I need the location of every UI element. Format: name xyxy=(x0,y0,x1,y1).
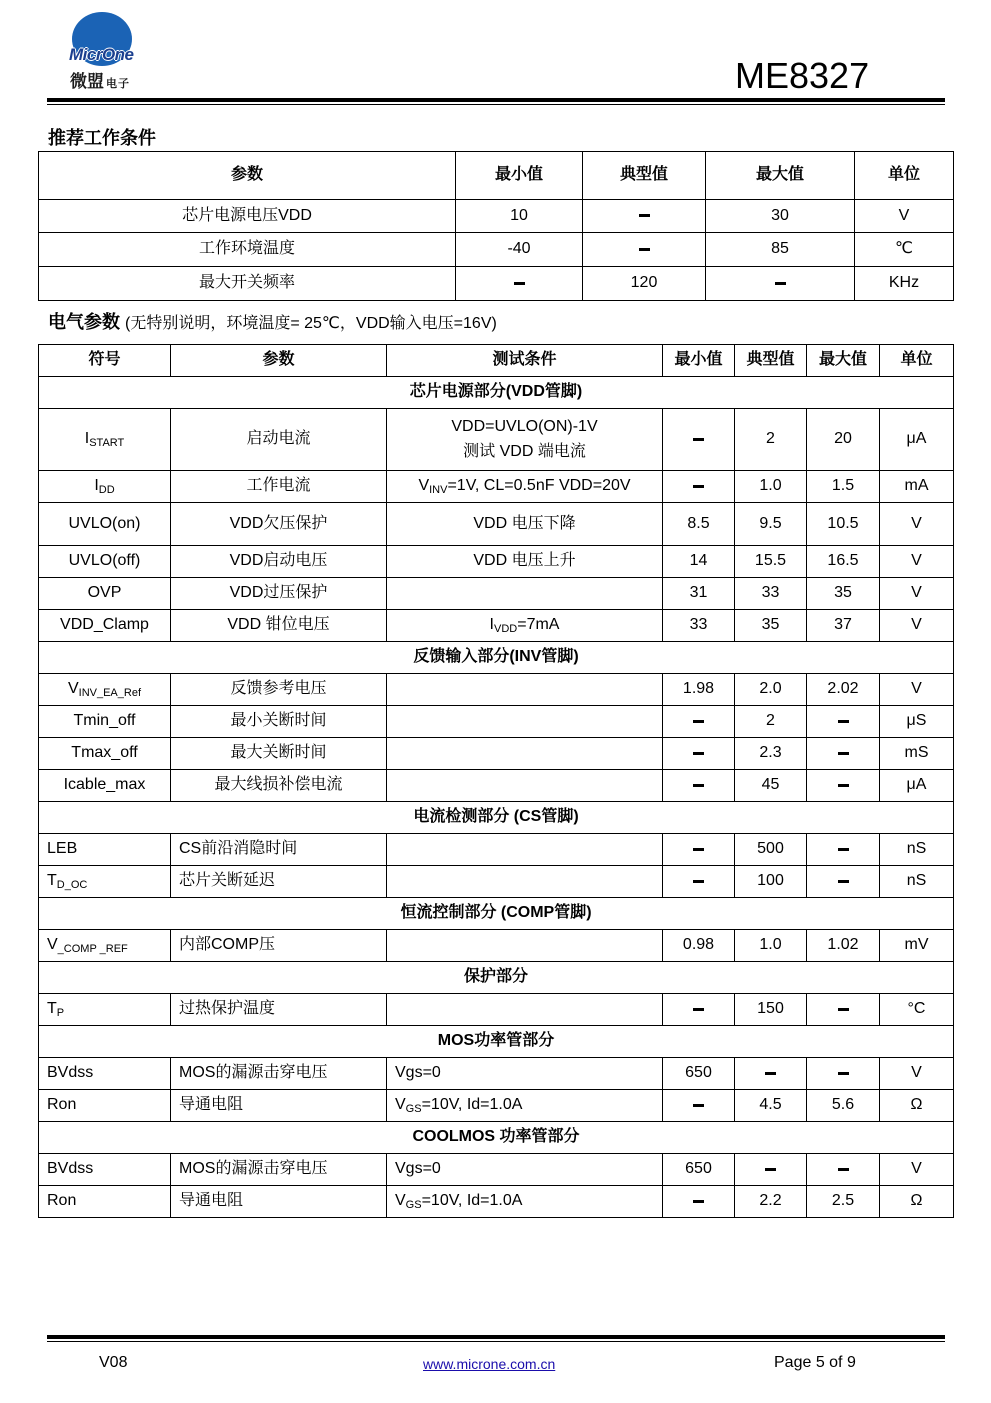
param-cell: 工作电流 xyxy=(171,471,387,503)
dash-mark xyxy=(514,282,525,285)
dash-mark xyxy=(838,720,849,723)
param-cell: 导通电阻 xyxy=(171,1090,387,1122)
param-cell: MOS的漏源击穿电压 xyxy=(171,1058,387,1090)
symbol-cell: LEB xyxy=(39,834,171,866)
table-row xyxy=(39,1186,954,1218)
max-cell: 85 xyxy=(706,233,855,267)
unit-cell: μS xyxy=(880,706,954,738)
table-row xyxy=(39,1058,954,1090)
condition-cell xyxy=(387,706,663,738)
header-symbol: 符号 xyxy=(39,345,171,377)
recommended-title: 推荐工作条件 xyxy=(48,128,156,148)
dash-mark xyxy=(838,1072,849,1075)
unit-cell: μA xyxy=(880,409,954,471)
min-cell xyxy=(663,770,735,802)
condition-cell xyxy=(387,930,663,962)
min-cell: 650 xyxy=(663,1058,735,1090)
table-row xyxy=(39,1154,954,1186)
section-comp: 恒流控制部分 (COMP管脚) xyxy=(39,898,954,930)
max-cell: 35 xyxy=(807,578,880,610)
min-cell xyxy=(663,866,735,898)
condition-cell: $V_{GS}=10V$, Id=1.0A xyxy=(387,1186,663,1218)
section-vdd: 芯片电源部分(VDD管脚) xyxy=(39,377,954,409)
section-inv: 反馈输入部分(INV管脚) xyxy=(39,642,954,674)
param-cell: 最大线损补偿电流 xyxy=(171,770,387,802)
max-cell xyxy=(807,994,880,1026)
min-cell: 0.98 xyxy=(663,930,735,962)
dash-mark xyxy=(693,438,704,441)
dash-mark xyxy=(838,1168,849,1171)
typ-cell: 150 xyxy=(735,994,807,1026)
electrical-header-row xyxy=(39,345,954,377)
unit-cell: nS xyxy=(880,834,954,866)
unit-cell: nS xyxy=(880,866,954,898)
symbol-cell: VDD_Clamp xyxy=(39,610,171,642)
condition-cell xyxy=(387,578,663,610)
typ-cell xyxy=(583,233,706,267)
unit-cell: V xyxy=(880,1058,954,1090)
dash-mark xyxy=(765,1072,776,1075)
table-row xyxy=(39,738,954,770)
max-cell xyxy=(807,834,880,866)
symbol-cell: BVdss xyxy=(39,1058,171,1090)
table-row xyxy=(39,267,954,301)
param-cell: CS前沿消隐时间 xyxy=(171,834,387,866)
header-typ: 典型值 xyxy=(735,345,807,377)
param-cell: 芯片关断延迟 xyxy=(171,866,387,898)
electrical-table xyxy=(38,344,954,1218)
max-cell: 37 xyxy=(807,610,880,642)
table-row xyxy=(39,1090,954,1122)
unit-cell: mA xyxy=(880,471,954,503)
unit-cell: mV xyxy=(880,930,954,962)
header-min: 最小值 xyxy=(663,345,735,377)
min-cell xyxy=(663,834,735,866)
header-rule-thick xyxy=(47,98,945,102)
param-cell: VDD过压保护 xyxy=(171,578,387,610)
typ-cell: 33 xyxy=(735,578,807,610)
max-cell: 16.5 xyxy=(807,546,880,578)
table-row xyxy=(39,706,954,738)
symbol-cell: Tmax_off xyxy=(39,738,171,770)
symbol-cell: $T_{D\_OC}$ xyxy=(39,866,171,898)
symbol-cell: $I_{DD}$ xyxy=(39,471,171,503)
typ-cell: 1.0 xyxy=(735,930,807,962)
min-cell: -40 xyxy=(456,233,583,267)
symbol-cell: $V_{INV\_EA\_Ref}$ xyxy=(39,674,171,706)
typ-cell xyxy=(735,1058,807,1090)
dash-mark xyxy=(838,752,849,755)
table-row xyxy=(39,233,954,267)
param-cell: 过热保护温度 xyxy=(171,994,387,1026)
max-cell xyxy=(807,866,880,898)
dash-mark xyxy=(838,1008,849,1011)
dash-mark xyxy=(693,1104,704,1107)
table-row xyxy=(39,503,954,546)
dash-mark xyxy=(838,880,849,883)
table-row xyxy=(39,610,954,642)
min-cell xyxy=(663,409,735,471)
condition-cell: Vgs=0 xyxy=(387,1154,663,1186)
table-row xyxy=(39,770,954,802)
table-row xyxy=(39,200,954,233)
condition-cell: $I_{VDD}=7mA$ xyxy=(387,610,663,642)
max-cell xyxy=(807,738,880,770)
header-param: 参数 xyxy=(171,345,387,377)
logo-wordmark: MicrOne xyxy=(69,45,134,64)
table-row xyxy=(39,834,954,866)
condition-cell xyxy=(387,994,663,1026)
dash-mark xyxy=(693,752,704,755)
symbol-cell: $V_{\_COMP \_REF}$ xyxy=(39,930,171,962)
dash-mark xyxy=(765,1168,776,1171)
param-cell: VDD 钳位电压 xyxy=(171,610,387,642)
footer-website-link[interactable]: www.microne.com.cn xyxy=(423,1356,556,1372)
dash-mark xyxy=(693,848,704,851)
symbol-cell: BVdss xyxy=(39,1154,171,1186)
min-cell xyxy=(456,267,583,301)
param-cell: MOS的漏源击穿电压 xyxy=(171,1154,387,1186)
footer-page-number: Page 5 of 9 xyxy=(774,1354,856,1371)
condition-cell: $V_{INV}=1V$, CL=0.5nF VDD=20V xyxy=(387,471,663,503)
unit-cell: V xyxy=(880,503,954,546)
recommended-table xyxy=(38,151,954,301)
min-cell xyxy=(663,994,735,1026)
table-row xyxy=(39,578,954,610)
max-cell xyxy=(706,267,855,301)
dash-mark xyxy=(693,880,704,883)
min-cell xyxy=(663,1186,735,1218)
table-row xyxy=(39,866,954,898)
param-cell: 最大关断时间 xyxy=(171,738,387,770)
footer-version: V08 xyxy=(99,1354,128,1371)
section-cs: 电流检测部分 (CS管脚) xyxy=(39,802,954,834)
footer-rule-thick xyxy=(47,1335,945,1339)
dash-mark xyxy=(693,784,704,787)
max-cell xyxy=(807,1154,880,1186)
min-cell xyxy=(663,738,735,770)
dash-mark xyxy=(838,848,849,851)
unit-cell: V xyxy=(880,1154,954,1186)
typ-cell: 2.3 xyxy=(735,738,807,770)
typ-cell: 45 xyxy=(735,770,807,802)
symbol-cell: Tmin_off xyxy=(39,706,171,738)
min-cell xyxy=(663,471,735,503)
dash-mark xyxy=(838,784,849,787)
typ-cell: 2 xyxy=(735,409,807,471)
condition-cell: $V_{GS}=10V$, Id=1.0A xyxy=(387,1090,663,1122)
symbol-cell: Ron xyxy=(39,1186,171,1218)
symbol-cell: $T_P$ xyxy=(39,994,171,1026)
condition-cell xyxy=(387,738,663,770)
max-cell: 1.02 xyxy=(807,930,880,962)
min-cell xyxy=(663,706,735,738)
typ-cell: 100 xyxy=(735,866,807,898)
typ-cell: 500 xyxy=(735,834,807,866)
symbol-cell: Ron xyxy=(39,1090,171,1122)
condition-cell: Vgs=0 xyxy=(387,1058,663,1090)
unit-cell: V xyxy=(880,578,954,610)
unit-cell: V xyxy=(880,610,954,642)
unit-cell: ℃ xyxy=(855,233,954,267)
typ-cell: 4.5 xyxy=(735,1090,807,1122)
param-cell: 工作环境温度 xyxy=(39,233,456,267)
section-coolmos: COOLMOS 功率管部分 xyxy=(39,1122,954,1154)
param-cell: 反馈参考电压 xyxy=(171,674,387,706)
param-cell: VDD欠压保护 xyxy=(171,503,387,546)
company-logo xyxy=(66,12,156,91)
table-row xyxy=(39,674,954,706)
section-protection: 保护部分 xyxy=(39,962,954,994)
min-cell: 8.5 xyxy=(663,503,735,546)
max-cell: 2.02 xyxy=(807,674,880,706)
unit-cell: V xyxy=(855,200,954,233)
typ-cell: 2.2 xyxy=(735,1186,807,1218)
min-cell: 33 xyxy=(663,610,735,642)
max-cell xyxy=(807,706,880,738)
unit-cell: V xyxy=(880,546,954,578)
typ-cell xyxy=(583,200,706,233)
header-min: 最小值 xyxy=(456,152,583,200)
dash-mark xyxy=(693,720,704,723)
electrical-title: 电气参数 (无特别说明，环境温度= 25℃，VDD输入电压=16V) xyxy=(48,312,497,332)
unit-cell: mS xyxy=(880,738,954,770)
typ-cell: 2.0 xyxy=(735,674,807,706)
typ-cell: 35 xyxy=(735,610,807,642)
table-row xyxy=(39,930,954,962)
unit-cell: V xyxy=(880,674,954,706)
max-cell xyxy=(807,770,880,802)
unit-cell: KHz xyxy=(855,267,954,301)
recommended-header-row xyxy=(39,152,954,200)
condition-cell: VDD 电压下降 xyxy=(387,503,663,546)
max-cell: 2.5 xyxy=(807,1186,880,1218)
footer-rule-thin xyxy=(47,1341,945,1342)
param-cell: 芯片电源电压VDD xyxy=(39,200,456,233)
min-cell: 14 xyxy=(663,546,735,578)
unit-cell: μA xyxy=(880,770,954,802)
dash-mark xyxy=(639,248,650,251)
max-cell: 20 xyxy=(807,409,880,471)
symbol-cell: $I_{START}$ xyxy=(39,409,171,471)
param-cell: 最大开关频率 xyxy=(39,267,456,301)
unit-cell: Ω xyxy=(880,1090,954,1122)
symbol-cell: UVLO(off) xyxy=(39,546,171,578)
typ-cell: 2 xyxy=(735,706,807,738)
condition-cell xyxy=(387,674,663,706)
condition-cell xyxy=(387,770,663,802)
dash-mark xyxy=(775,282,786,285)
typ-cell: 120 xyxy=(583,267,706,301)
max-cell: 1.5 xyxy=(807,471,880,503)
unit-cell: Ω xyxy=(880,1186,954,1218)
dash-mark xyxy=(693,1008,704,1011)
dash-mark xyxy=(693,1200,704,1203)
dash-mark xyxy=(639,214,650,217)
table-row xyxy=(39,409,954,471)
param-cell: 内部COMP压 xyxy=(171,930,387,962)
typ-cell: 1.0 xyxy=(735,471,807,503)
max-cell xyxy=(807,1058,880,1090)
min-cell: 650 xyxy=(663,1154,735,1186)
max-cell: 30 xyxy=(706,200,855,233)
param-cell: 启动电流 xyxy=(171,409,387,471)
table-row xyxy=(39,546,954,578)
header-param: 参数 xyxy=(39,152,456,200)
symbol-cell: UVLO(on) xyxy=(39,503,171,546)
logo-chinese-name: 微盟 电子 xyxy=(70,72,130,91)
max-cell: 10.5 xyxy=(807,503,880,546)
model-number: ME8327 xyxy=(735,55,870,96)
condition-cell: VDD=UVLO(ON)-1V 测试 VDD 端电流 xyxy=(387,409,663,471)
max-cell: 5.6 xyxy=(807,1090,880,1122)
condition-cell: VDD 电压上升 xyxy=(387,546,663,578)
min-cell: 10 xyxy=(456,200,583,233)
table-row xyxy=(39,994,954,1026)
header-unit: 单位 xyxy=(880,345,954,377)
condition-cell xyxy=(387,834,663,866)
electrical-note: (无特别说明，环境温度= 25℃，VDD输入电压=16V) xyxy=(125,315,497,332)
unit-cell: °C xyxy=(880,994,954,1026)
param-cell: 最小关断时间 xyxy=(171,706,387,738)
table-row xyxy=(39,471,954,503)
min-cell: 31 xyxy=(663,578,735,610)
condition-cell xyxy=(387,866,663,898)
header-typ: 典型值 xyxy=(583,152,706,200)
typ-cell: 15.5 xyxy=(735,546,807,578)
symbol-cell: OVP xyxy=(39,578,171,610)
header-unit: 单位 xyxy=(855,152,954,200)
param-cell: 导通电阻 xyxy=(171,1186,387,1218)
symbol-cell: Icable_max xyxy=(39,770,171,802)
header-max: 最大值 xyxy=(706,152,855,200)
header-rule-thin xyxy=(47,104,945,105)
dash-mark xyxy=(693,485,704,488)
min-cell: 1.98 xyxy=(663,674,735,706)
typ-cell: 9.5 xyxy=(735,503,807,546)
param-cell: VDD启动电压 xyxy=(171,546,387,578)
typ-cell xyxy=(735,1154,807,1186)
section-mos: MOS功率管部分 xyxy=(39,1026,954,1058)
min-cell xyxy=(663,1090,735,1122)
header-condition: 测试条件 xyxy=(387,345,663,377)
header-max: 最大值 xyxy=(807,345,880,377)
